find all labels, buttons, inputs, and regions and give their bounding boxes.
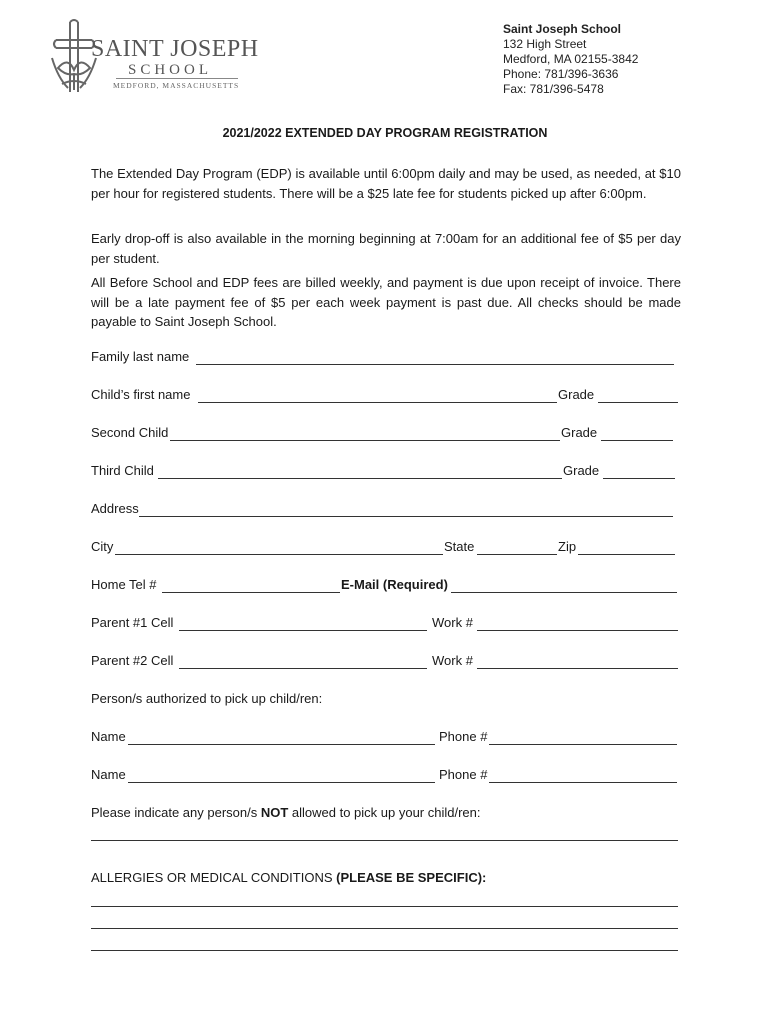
contact-phone: Phone: 781/396-3636	[503, 67, 619, 81]
child-first-name-field[interactable]	[198, 402, 557, 403]
logo-divider	[116, 78, 238, 79]
home-tel-field[interactable]	[162, 592, 340, 593]
zip-field[interactable]	[578, 554, 675, 555]
child-grade-field[interactable]	[598, 402, 678, 403]
third-child-field[interactable]	[158, 478, 562, 479]
logo-name-text: SAINT JOSEPH	[91, 36, 259, 62]
school-contact-block	[503, 22, 638, 97]
state-field[interactable]	[477, 554, 557, 555]
logo-place-text: MEDFORD, MASSACHUSETTS	[113, 81, 240, 90]
address-label: Address	[91, 501, 139, 516]
parent1-cell-field[interactable]	[179, 630, 427, 631]
state-label: State	[444, 539, 475, 554]
email-label: E-Mail (Required)	[341, 577, 448, 592]
email-field[interactable]	[451, 592, 677, 593]
contact-school-name: Saint Joseph School	[503, 22, 622, 36]
second-child-grade-field[interactable]	[601, 440, 673, 441]
authorized-phone-1-label: Phone #	[439, 729, 488, 744]
parent2-cell-label: Parent #2 Cell	[91, 653, 174, 668]
authorized-name-2-field[interactable]	[128, 782, 435, 783]
city-field[interactable]	[115, 554, 443, 555]
authorized-phone-2-field[interactable]	[489, 782, 677, 783]
second-child-label: Second Child	[91, 425, 169, 440]
child-grade-label: Grade	[558, 387, 595, 402]
address-field[interactable]	[139, 516, 673, 517]
authorized-phone-2-label: Phone #	[439, 767, 488, 782]
parent2-work-field[interactable]	[477, 668, 678, 669]
parent1-work-field[interactable]	[477, 630, 678, 631]
page-title: 2021/2022 EXTENDED DAY PROGRAM REGISTRATION	[222, 126, 548, 140]
paragraph-edp-hours: The Extended Day Program (EDP) is available until 6:00pm daily and may be used, as needed, at $10 per hour for registered students. There will be a $25 late fee for students picked up after 6:00pm.	[91, 166, 681, 201]
allergies-line-3[interactable]	[91, 950, 678, 951]
home-tel-label: Home Tel #	[91, 577, 157, 592]
zip-label: Zip	[558, 539, 577, 554]
authorized-name-1-label: Name	[91, 729, 126, 744]
authorized-name-1-field[interactable]	[128, 744, 435, 745]
allergies-label: ALLERGIES OR MEDICAL CONDITIONS (PLEASE BE SPECIFIC):	[91, 870, 487, 885]
parent2-work-label: Work #	[432, 653, 473, 668]
child-first-name-label: Child’s first name	[91, 387, 191, 402]
paragraph-early-dropoff: Early drop-off is also available in the morning beginning at 7:00am for an additional fee of $5 per day per student.	[91, 231, 681, 266]
logo-school-text: SCHOOL	[128, 62, 213, 78]
paragraph-billing: All Before School and EDP fees are billed weekly, and payment is due upon receipt of invoice. There will be a late payment fee of $5 per each week payment is past due. All checks should be made payable to Saint Joseph School.	[91, 275, 681, 329]
contact-fax: Fax: 781/396-5478	[503, 82, 604, 96]
authorized-label: Person/s authorized to pick up child/ren:	[91, 691, 323, 706]
school-logo	[48, 18, 259, 94]
parent2-cell-field[interactable]	[179, 668, 427, 669]
third-child-label: Third Child	[91, 463, 154, 478]
parent1-cell-label: Parent #1 Cell	[91, 615, 174, 630]
parent1-work-label: Work #	[432, 615, 473, 630]
allergies-line-1[interactable]	[91, 906, 678, 907]
third-child-grade-label: Grade	[563, 463, 600, 478]
family-last-name-field[interactable]	[196, 364, 674, 365]
city-label: City	[91, 539, 114, 554]
allergies-line-2[interactable]	[91, 928, 678, 929]
not-allowed-label: Please indicate any person/s NOT allowed to pick up your child/ren:	[91, 805, 481, 820]
contact-street: 132 High Street	[503, 37, 587, 51]
not-allowed-field[interactable]	[91, 840, 678, 841]
contact-city: Medford, MA 02155-3842	[503, 52, 639, 66]
second-child-field[interactable]	[170, 440, 560, 441]
second-child-grade-label: Grade	[561, 425, 598, 440]
third-child-grade-field[interactable]	[603, 478, 675, 479]
authorized-phone-1-field[interactable]	[489, 744, 677, 745]
family-last-name-label: Family last name	[91, 349, 190, 364]
authorized-name-2-label: Name	[91, 767, 126, 782]
